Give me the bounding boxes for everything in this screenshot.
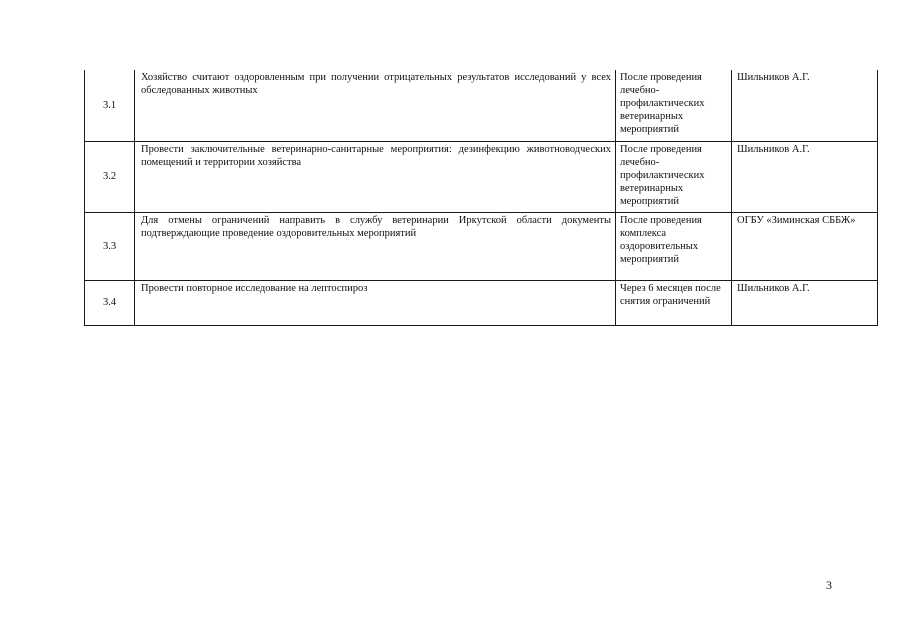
responsible-cell: ОГБУ «Зиминская СББЖ» [732, 212, 878, 280]
table-row [85, 141, 878, 212]
row-number: 3.1 [85, 70, 135, 141]
table-row [85, 70, 878, 141]
term-cell: После проведения лечебно-профилактических ветеринарных мероприятий [616, 141, 732, 212]
responsible-cell: Шильников А.Г. [732, 280, 878, 325]
table-row [85, 212, 878, 280]
activity-cell: Хозяйство считают оздоровленным при получении отрицательных результатов исследований у всех обследованных животных [135, 70, 616, 141]
page-number: 3 [826, 578, 832, 592]
measures-table [84, 70, 878, 326]
responsible-cell: Шильников А.Г. [732, 141, 878, 212]
row-number: 3.2 [85, 141, 135, 212]
table-row [85, 280, 878, 325]
term-cell: Через 6 месяцев после снятия ограничений [616, 280, 732, 325]
activity-cell: Провести заключительные ветеринарно-санитарные мероприятия: дезинфекцию животноводческих помещений и территории хозяйства [135, 141, 616, 212]
responsible-cell: Шильников А.Г. [732, 70, 878, 141]
row-number: 3.3 [85, 212, 135, 280]
activity-cell: Провести повторное исследование на лептоспироз [135, 280, 616, 325]
term-cell: После проведения лечебно-профилактических ветеринарных мероприятий [616, 70, 732, 141]
activity-cell: Для отмены ограничений направить в службу ветеринарии Иркутской области документы подтверждающие проведение оздоровительных мероприятий [135, 212, 616, 280]
row-number: 3.4 [85, 280, 135, 325]
term-cell: После проведения комплекса оздоровительных мероприятий [616, 212, 732, 280]
